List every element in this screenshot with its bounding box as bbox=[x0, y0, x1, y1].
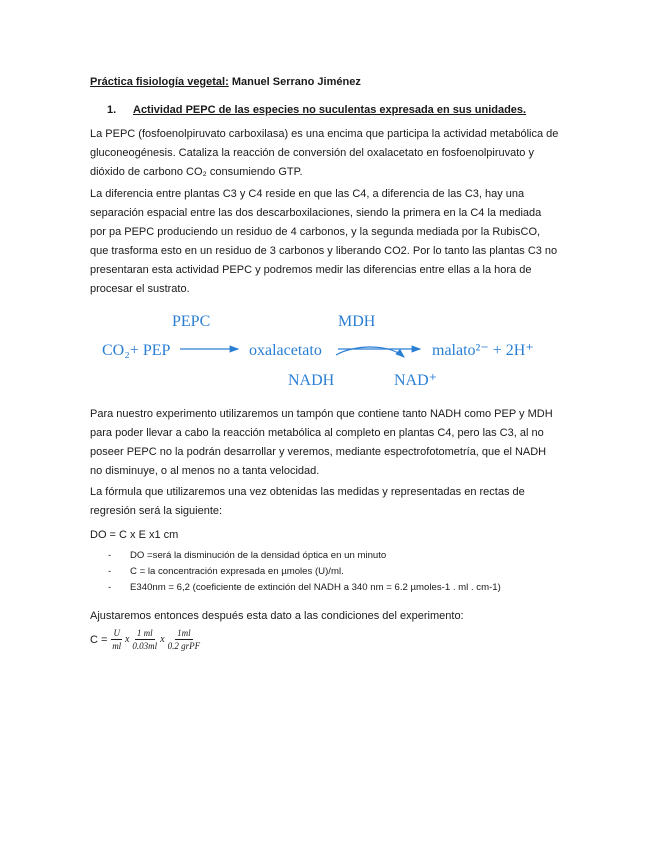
reaction-diagram bbox=[98, 305, 558, 395]
cofactor-nadh-label: NADH bbox=[288, 372, 335, 389]
definition-item: - DO =será la disminución de la densidad óptica en un minuto bbox=[108, 548, 578, 564]
fraction-u-ml bbox=[111, 628, 122, 651]
header-prefix: Práctica fisiología vegetal: bbox=[90, 76, 229, 88]
fraction-denominator: 0.03ml bbox=[132, 641, 158, 651]
enzyme-pepc-label: PEPC bbox=[172, 313, 211, 330]
cofactor-nad-label: NAD⁺ bbox=[394, 372, 438, 389]
equation-do: DO = C x E x1 cm bbox=[90, 529, 179, 541]
document-header bbox=[90, 73, 560, 92]
section-title: Actividad PEPC de las especies no suculentas expresada en sus unidades. bbox=[133, 104, 527, 116]
product-label: malato²⁻ + 2H⁺ bbox=[432, 342, 534, 359]
paragraph-c3-c4-difference: La diferencia entre plantas C3 y C4 reside en que las C4, a diferencia de las C3, hay una separación espacial entre las dos descarboxilaciones, siendo la primera en la C4 la mediada por pa PEPC produciendo un residuo de 4 carbonos, y la segunda mediada por la RubisCO, que trasforma esto en un residuo de 3 carbonos y liberando CO2. Por lo tanto las plantas C3 no presentaran esta actividad PEPC y podremos medir las diferencias entre ellas a la hora de procesar el sustrato. bbox=[90, 188, 558, 295]
paragraph-experiment: Para nuestro experimento utilizaremos un tampón que contiene tanto NADH como PEP y MDH para poder llevar a cabo la reacción metabólica al completo en plantas C4, pero las C3, al no poseer PEPC no la podrán desarrollar y veremos, mediante espectrofotometría, que el NADH no disminuye, o al menos no a tanta velocidad. bbox=[90, 408, 553, 477]
fraction-denominator: 0.2 grPF bbox=[167, 641, 201, 651]
times-sign: x bbox=[124, 634, 130, 645]
section-number: 1. bbox=[107, 104, 117, 116]
definitions-list bbox=[108, 548, 578, 596]
fraction-fresh-weight bbox=[168, 628, 201, 651]
fraction-numerator: 1 ml bbox=[136, 628, 153, 638]
definition-item: - C = la concentración expresada en µmoles (U)/ml. bbox=[108, 564, 578, 580]
formula-lhs: C = bbox=[90, 633, 108, 646]
fraction-numerator: U bbox=[113, 628, 120, 638]
intermediate-label: oxalacetato bbox=[249, 342, 322, 359]
section-heading bbox=[107, 101, 577, 120]
paragraph-formula-intro: La fórmula que utilizaremos una vez obtenidas las medidas y representadas en rectas de regresión será la siguiente: bbox=[90, 486, 525, 517]
header-author: Manuel Serrano Jiménez bbox=[228, 76, 361, 88]
fraction-numerator: 1ml bbox=[177, 628, 191, 638]
substrate-label: CO₂+ PEP bbox=[102, 342, 171, 359]
paragraph-pepc-definition: La PEPC (fosfoenolpiruvato carboxilasa) es una encima que participa la actividad metabólica de gluconeogénesis. Cataliza la reacción de conversión del oxalacetato en fosfoenolpiruvato y dióxido de carbono CO₂ consumiendo GTP. bbox=[90, 128, 559, 178]
paragraph-adjust: Ajustaremos entonces después esta dato a las condiciones del experimento: bbox=[90, 610, 464, 622]
fraction-dilution bbox=[132, 628, 157, 651]
concentration-formula bbox=[90, 628, 202, 651]
times-sign: x bbox=[160, 634, 165, 645]
enzyme-mdh-label: MDH bbox=[338, 313, 376, 330]
definition-item: - E340nm = 6,2 (coeficiente de extinción del NADH a 340 nm = 6.2 µmoles-1 . ml . cm-1) bbox=[108, 580, 578, 596]
fraction-denominator: ml bbox=[112, 641, 122, 651]
